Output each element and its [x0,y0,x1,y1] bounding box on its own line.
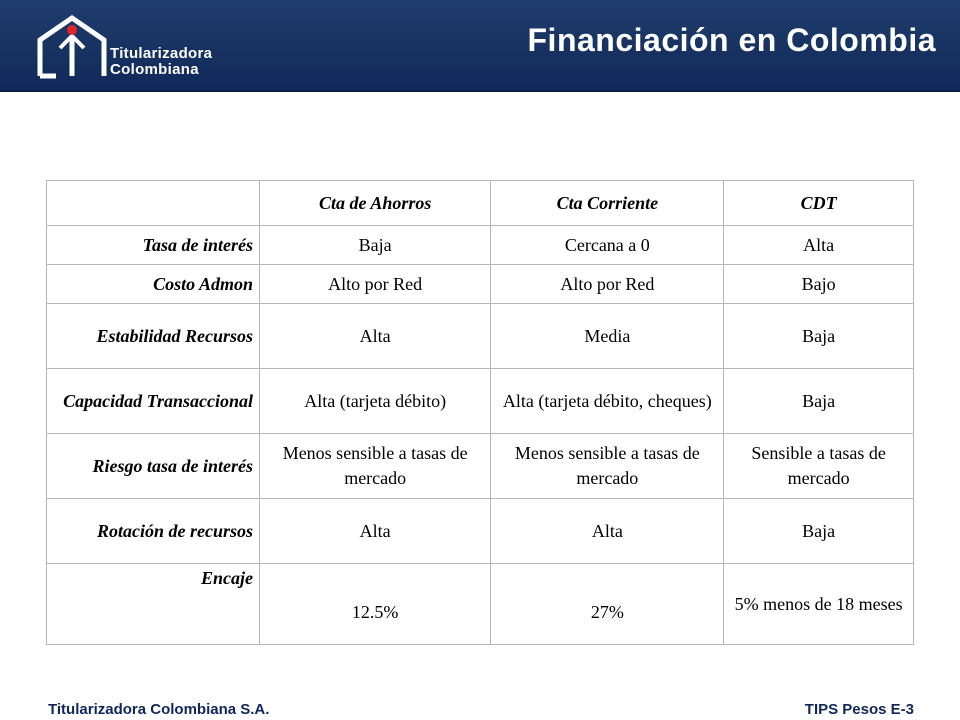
row-label: Estabilidad Recursos [47,304,260,369]
footer-company: Titularizadora Colombiana S.A. [48,701,270,718]
row-label: Encaje [47,564,260,645]
table-cell: Bajo [724,265,914,304]
header-divider [0,90,960,92]
row-label: Capacidad Transaccional [47,369,260,434]
table-cell: 12.5% [260,564,491,645]
logo-line-2: Colombiana [110,61,199,78]
footer-slide-id: TIPS Pesos E-3 [804,701,914,718]
table-cell: Menos sensible a tasas de mercado [491,434,724,499]
column-header: Cta Corriente [491,181,724,226]
row-label: Tasa de interés [47,226,260,265]
table-corner-cell [47,181,260,226]
table-cell: 27% [491,564,724,645]
table-cell: Cercana a 0 [491,226,724,265]
table-cell: Alta [260,499,491,564]
table-row [47,564,914,645]
comparison-table [46,180,914,645]
table-header-row [47,181,914,226]
table-cell: Baja [724,369,914,434]
house-logo-icon [36,14,108,80]
table-cell: Baja [724,499,914,564]
table-cell: 5% menos de 18 meses [724,564,914,645]
row-label: Rotación de recursos [47,499,260,564]
row-label: Riesgo tasa de interés [47,434,260,499]
page-title: Financiación en Colombia [527,22,936,58]
table-cell: Alta [724,226,914,265]
row-label: Costo Admon [47,265,260,304]
header-bar [0,0,960,92]
column-header: Cta de Ahorros [260,181,491,226]
table-cell: Baja [260,226,491,265]
table-cell: Baja [724,304,914,369]
table-cell: Alta (tarjeta débito) [260,369,491,434]
table-row [47,226,914,265]
column-header: CDT [724,181,914,226]
table-cell: Alta [491,499,724,564]
table-row [47,434,914,499]
table-row [47,369,914,434]
logo-line-1: Titularizadora [110,45,213,62]
logo-wordmark [110,46,212,78]
table-cell: Alto por Red [491,265,724,304]
table-cell: Alto por Red [260,265,491,304]
table-cell: Alta (tarjeta débito, cheques) [491,369,724,434]
table-cell: Menos sensible a tasas de mercado [260,434,491,499]
table-row [47,499,914,564]
table-cell: Alta [260,304,491,369]
table-cell: Media [491,304,724,369]
table-row [47,265,914,304]
table-cell: Sensible a tasas de mercado [724,434,914,499]
table-row [47,304,914,369]
